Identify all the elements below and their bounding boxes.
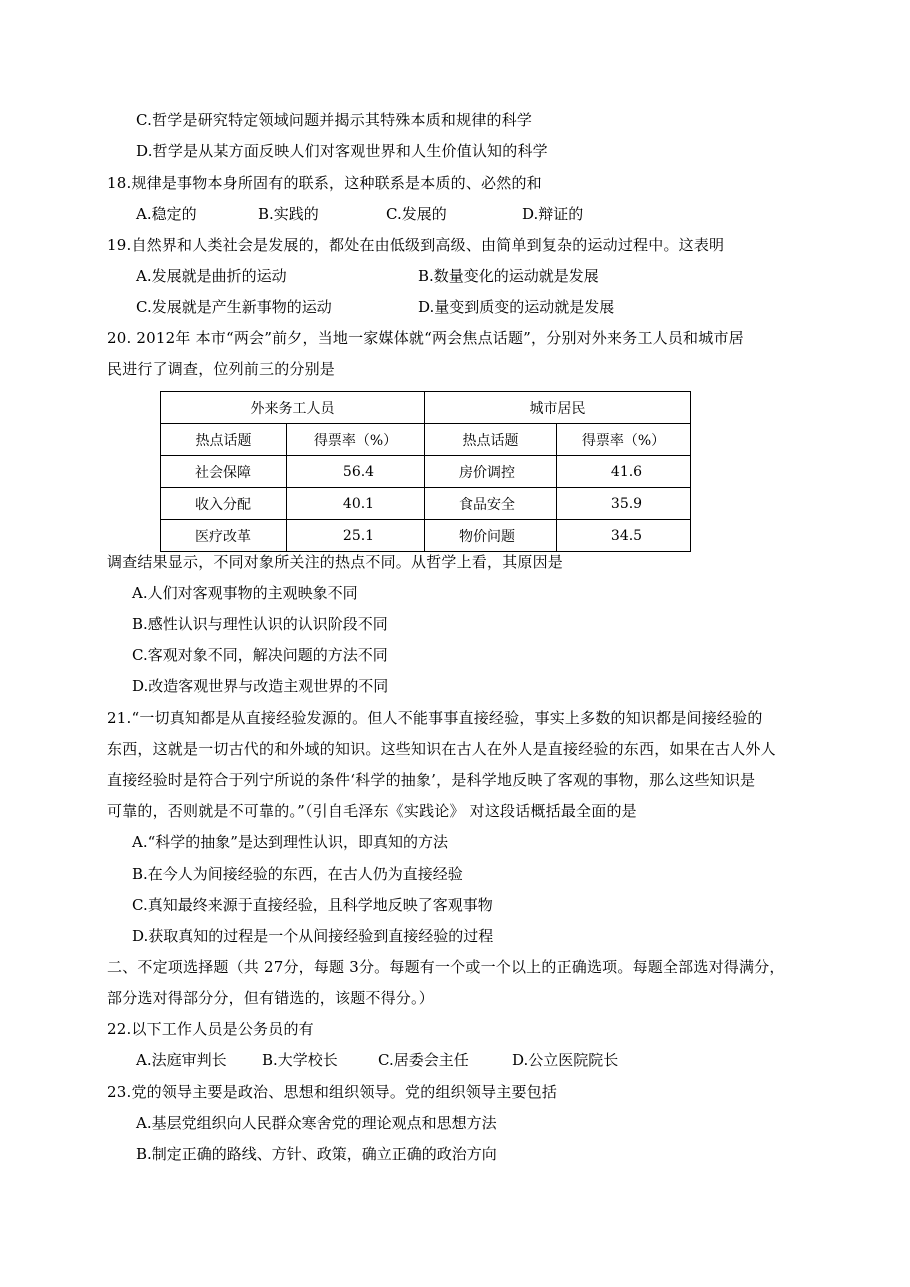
section2-instructions-line2: 部分选对得部分分，但有错选的，该题不得分。） xyxy=(107,989,434,1007)
q21-option-d: D.获取真知的过程是一个从间接经验到直接经验的过程 xyxy=(132,927,494,945)
group-header-migrant-workers: 外来务工人员 xyxy=(161,392,425,424)
q20-option-c: C.客观对象不同，解决问题的方法不同 xyxy=(132,646,388,664)
column-header-topic: 热点话题 xyxy=(161,424,287,456)
column-header-topic: 热点话题 xyxy=(425,424,557,456)
q19-option-b: B.数量变化的运动就是发展 xyxy=(418,267,599,285)
rate-cell: 41.6 xyxy=(557,456,691,488)
q23-stem: 23.党的领导主要是政治、思想和组织领导。党的组织领导主要包括 xyxy=(107,1083,558,1101)
q17-option-c: C.哲学是研究特定领域问题并揭示其特殊本质和规律的科学 xyxy=(136,111,533,129)
q19-option-a: A.发展就是曲折的运动 xyxy=(136,267,287,285)
q20-stem-line1: 20. 2012年 本市“两会”前夕，当地一家媒体就“两会焦点话题”，分别对外来务工人员和城市居 xyxy=(107,329,744,347)
q22-option-c: C.居委会主任 xyxy=(378,1051,469,1069)
q22-option-d: D.公立医院院长 xyxy=(512,1051,619,1069)
q19-option-c: C.发展就是产生新事物的运动 xyxy=(136,298,332,316)
q18-option-d: D.辩证的 xyxy=(522,205,584,223)
q19-stem: 19.自然界和人类社会是发展的，都处在由低级到高级、由简单到复杂的运动过程中。这表明 xyxy=(107,236,725,254)
rate-cell: 56.4 xyxy=(287,456,425,488)
table-column-header-row xyxy=(161,424,691,456)
q18-option-c: C.发展的 xyxy=(386,205,447,223)
rate-cell: 35.9 xyxy=(557,488,691,520)
q21-option-b: B.在今人为间接经验的东西，在古人仍为直接经验 xyxy=(132,865,463,883)
q21-option-a: A.“科学的抽象”是达到理性认识，即真知的方法 xyxy=(132,833,448,851)
topic-cell: 社会保障 xyxy=(161,456,287,488)
q22-option-a: A.法庭审判长 xyxy=(136,1051,227,1069)
q21-stem-line1: 21.“一切真知都是从直接经验发源的。但人不能事事直接经验，事实上多数的知识都是间接经验的 xyxy=(107,709,763,727)
group-header-city-residents: 城市居民 xyxy=(425,392,691,424)
q21-stem-line2: 东西，这就是一切古代的和外域的知识。这些知识在古人在外人是直接经验的东西，如果在古人外人 xyxy=(107,740,776,758)
table-group-header-row xyxy=(161,392,691,424)
survey-table xyxy=(160,391,691,552)
table-row xyxy=(161,456,691,488)
q20-option-d: D.改造客观世界与改造主观世界的不同 xyxy=(132,677,389,695)
q18-option-a: A.稳定的 xyxy=(136,205,197,223)
table-row xyxy=(161,520,691,552)
rate-cell: 34.5 xyxy=(557,520,691,552)
q20-stem-line2: 民进行了调查，位列前三的分别是 xyxy=(107,360,336,378)
q23-option-a: A.基层党组织向人民群众寒舍党的理论观点和思想方法 xyxy=(136,1114,497,1132)
rate-cell: 40.1 xyxy=(287,488,425,520)
topic-cell: 食品安全 xyxy=(425,488,557,520)
topic-cell: 物价问题 xyxy=(425,520,557,552)
q22-option-b: B.大学校长 xyxy=(262,1051,338,1069)
q18-stem: 18.规律是事物本身所固有的联系，这种联系是本质的、必然的和 xyxy=(107,174,542,192)
q17-option-d: D.哲学是从某方面反映人们对客观世界和人生价值认知的科学 xyxy=(136,142,548,160)
q21-stem-line4: 可靠的，否则就是不可靠的。”（引自毛泽东《实践论》 对这段话概括最全面的是 xyxy=(107,802,637,820)
q18-option-b: B.实践的 xyxy=(258,205,319,223)
section2-instructions-line1: 二、不定项选择题（共 27分，每题 3分。每题有一个或一个以上的正确选项。每题全部选对得满分， xyxy=(107,958,785,976)
q20-option-b: B.感性认识与理性认识的认识阶段不同 xyxy=(132,615,388,633)
rate-cell: 25.1 xyxy=(287,520,425,552)
column-header-rate: 得票率（%） xyxy=(287,424,425,456)
q19-option-d: D.量变到质变的运动就是发展 xyxy=(418,298,615,316)
q21-option-c: C.真知最终来源于直接经验，且科学地反映了客观事物 xyxy=(132,896,493,914)
topic-cell: 医疗改革 xyxy=(161,520,287,552)
q22-stem: 22.以下工作人员是公务员的有 xyxy=(107,1020,314,1038)
q21-stem-line3: 直接经验时是符合于列宁所说的条件‘科学的抽象’，是科学地反映了客观的事物，那么这些知识是 xyxy=(107,771,756,789)
topic-cell: 房价调控 xyxy=(425,456,557,488)
table-row xyxy=(161,488,691,520)
q20-followup: 调查结果显示，不同对象所关注的热点不同。从哲学上看，其原因是 xyxy=(107,553,564,571)
q23-option-b: B.制定正确的路线、方针、政策，确立正确的政治方向 xyxy=(136,1145,497,1163)
q20-option-a: A.人们对客观事物的主观映象不同 xyxy=(132,584,358,602)
topic-cell: 收入分配 xyxy=(161,488,287,520)
column-header-rate: 得票率（%） xyxy=(557,424,691,456)
